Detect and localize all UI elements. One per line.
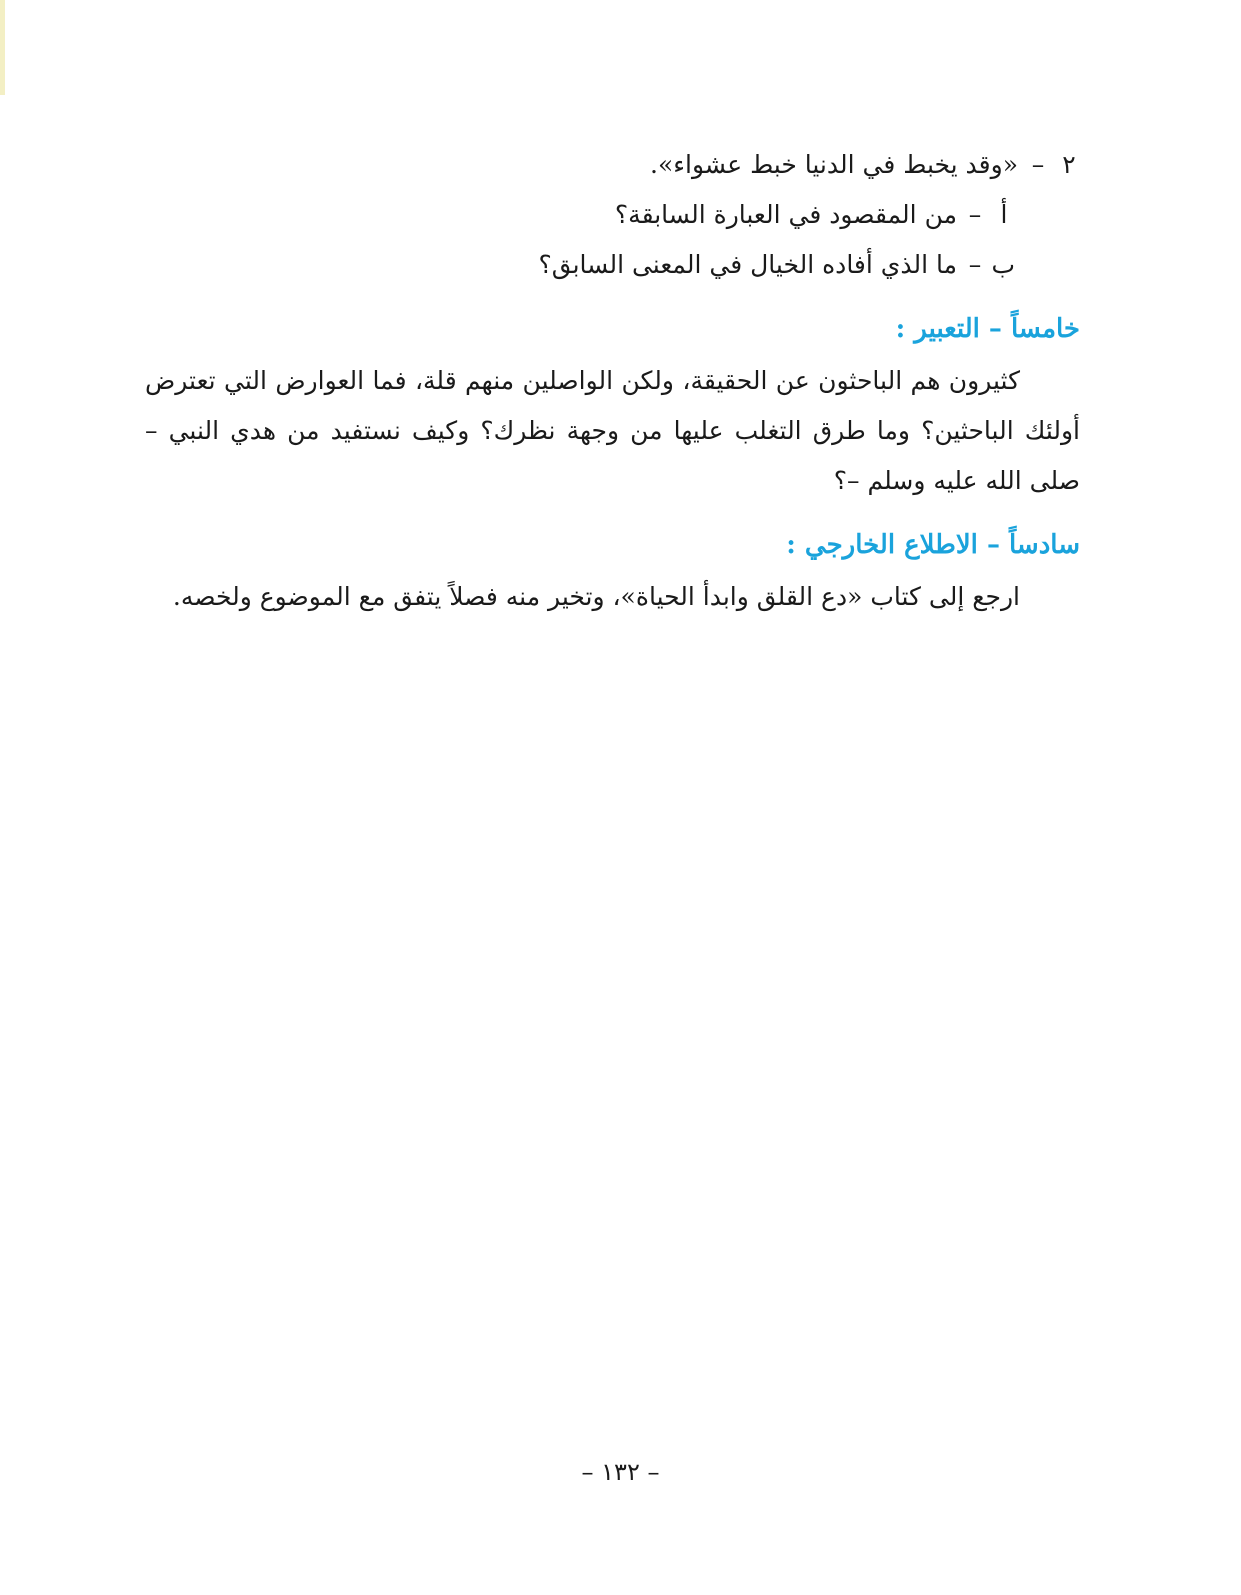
- sub-question-text: من المقصود في العبارة السابقة؟: [614, 200, 957, 229]
- external-reading-paragraph: ارجع إلى كتاب «دع القلق وابدأ الحياة»، وتخير منه فصلاً يتفق مع الموضوع ولخصه.: [172, 582, 1020, 611]
- sub-question-dash: –: [968, 250, 982, 279]
- page-corner-mark: [0, 0, 5, 95]
- sub-question-b: [145, 240, 1080, 290]
- section-heading-expression: خامساً – التعبير :: [895, 314, 1080, 344]
- sub-question-letter: أ: [1000, 200, 1008, 229]
- sub-question-dash: –: [968, 200, 982, 229]
- sub-question-a: [145, 190, 1080, 240]
- section-heading-external-reading: سادساً – الاطلاع الخارجي :: [786, 530, 1080, 560]
- page-content: [145, 140, 1080, 622]
- expression-paragraph: كثيرون هم الباحثون عن الحقيقة، ولكن الواصلين منهم قلة، فما العوارض التي تعترض أولئك الباحثين؟ وما طرق التغلب عليها من وجهة نظرك؟ وكيف نستفيد من هدي النبي – صلى الله عليه وسلم –؟: [145, 366, 1080, 495]
- sub-question-letter: ب: [991, 250, 1015, 279]
- question-number: ٢: [1062, 150, 1076, 179]
- question-text: «وقد يخبط في الدنيا خبط عشواء».: [650, 150, 1018, 179]
- page-number: – ١٣٢ –: [581, 1458, 660, 1486]
- question-2: [145, 140, 1080, 190]
- sub-question-text: ما الذي أفاده الخيال في المعنى السابق؟: [538, 250, 957, 279]
- question-dash: –: [1031, 150, 1045, 179]
